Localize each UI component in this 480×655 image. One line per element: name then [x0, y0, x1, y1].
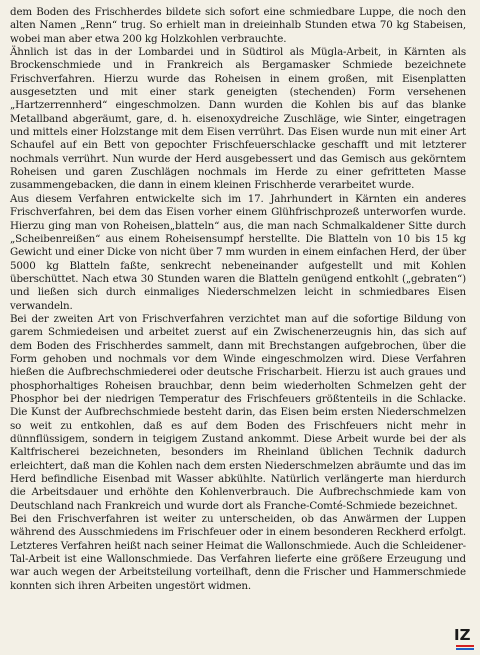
paragraph-5: Bei den Frischverfahren ist weiter zu unterscheiden, ob das Anwärmen der Luppen während des Ausschmiedens im Frischfeuer oder in einem besonderen Reckherd erfolgt. Letzteres Verfahren heißt nach seiner Heimat die Wallonschmiede. Auch die Schleidener-Tal-Arbeit ist eine Wallonschmiede. Das Verfahren lieferte eine größere Erzeugung und war auch wegen der Arbeitsteilung vorteilhaft, denn die Frischer und Hammerschmiede konnten sich ihren Arbeiten ungestört widmen. — [10, 513, 466, 592]
paragraph-4: Bei der zweiten Art von Frischverfahren verzichtet man auf die sofortige Bildung von garem Schmiedeisen und arbeitet zuerst auf ein Zwischenerzeugnis hin, das sich auf dem Boden des Frischherdes sammelt, dann mit Brechstangen aufgebrochen, über die Form gehoben und nochmals vor dem Winde eingeschmolzen wird. Diese Verfahren hießen die Aufbrechschmiederei oder deutsche Frischarbeit. Hierzu ist auch graues und phosphorhaltiges Roheisen brauchbar, denn beim wiederholten Schmelzen geht der Phosphor bei der niedrigen Temperatur des Frischfeuers größtenteils in die Schlacke. Die Kunst der Aufbrechschmiede besteht darin, das Eisen beim ersten Niederschmelzen so weit zu entkohlen, daß es auf dem Boden des Frischfeuers nicht mehr in dünnflüssigem, sondern in teigigem Zustand ankommt. Diese Arbeit wurde bei der als Kaltfrischerei bezeichneten, besonders im Rheinland üblichen Technik dadurch erleichtert, daß man die Kohlen nach dem ersten Niederschmelzen abräumte und das im Herd befindliche Eisenbad mit Wasser abkühlte. Natürlich verlängerte man hierdurch die Arbeitsdauer und erhöhte den Kohlenverbrauch. Die Aufbrechschmiede kam von Deutschland nach Frankreich und wurde dort als Franche-Comté-Schmiede bezeichnet. — [10, 312, 466, 512]
logo-blue-bar — [456, 648, 474, 650]
paragraph-3: Aus diesem Verfahren entwickelte sich im 17. Jahrhundert in Kärnten ein anderes Frischverfahren, bei dem das Eisen vorher einem Glühfrischprozeß unterworfen wurde. Hierzu ging man von Roheisen„blatteln“ aus, die man nach Schmalkaldener Sitte durch „Scheibenreißen“ aus einem Roheisensumpf herstellte. Die Blatteln von 10 bis 15 kg Gewicht und einer Dicke von nicht über 7 mm wurden in einem einfachen Herd, der über 5000 kg Blatteln faßte, senkrecht nebeneinander aufgestellt und mit Kohlen überschüttet. Nach etwa 30 Stunden waren die Blatteln genügend entkohlt („gebraten“) und ließen sich durch einmaliges Niederschmelzen leicht in schmiedbares Eisen verwandeln. — [10, 192, 466, 312]
logo-text: IZ — [454, 626, 471, 644]
publisher-logo-icon — [454, 627, 476, 651]
paragraph-1: dem Boden des Frischherdes bildete sich sofort eine schmiedbare Luppe, die noch den alten Namen „Renn“ trug. So erhielt man in dreieinhalb Stunden etwa 70 kg Stabeisen, wobei man aber etwa 200 kg Holzkohlen verbrauchte. — [10, 6, 466, 45]
paragraph-2: Ähnlich ist das in der Lombardei und in Südtirol als Mügla-Arbeit, in Kärnten als Brockenschmiede und in Frankreich als Bergamasker Schmiede bezeichnete Frischverfahren. Hierzu wurde das Roheisen in einem großen, mit Eisenplatten ausgesetzten und mit einer stark geneigten (stechenden) Form versehenen „Hartzerrennherd“ eingeschmolzen. Dann wurden die Kohlen bis auf das blanke Metallband abgeräumt, gare, d. h. eisenoxydreiche Zuschläge, wie Sinter, eingetragen und mittels einer Holzstange mit dem Eisen verrührt. Das Eisen wurde nun mit einer Art Schaufel auf ein Bett von gepochter Frischfeuerschlacke geschafft und mit letzterer nochmals verrührt. Nun wurde der Herd ausgebessert und das Gemisch aus gekörntem Roheisen und garen Zuschlägen nochmals im Herde zu einer gefritteten Masse zusammengebacken, die dann in einem kleinen Frischherde verarbeitet wurde. — [10, 46, 466, 192]
logo-red-bar — [456, 645, 474, 647]
